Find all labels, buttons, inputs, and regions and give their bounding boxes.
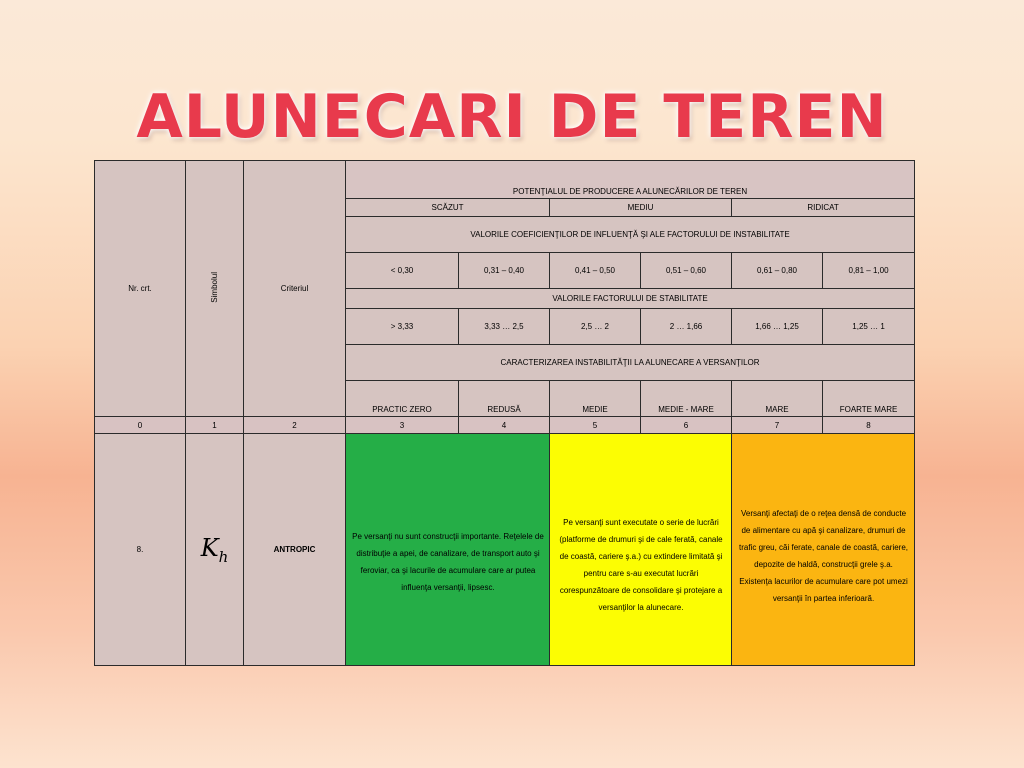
- stability-title: VALORILE FACTORULUI DE STABILITATE: [346, 289, 915, 309]
- character-value: FOARTE MARE: [823, 381, 915, 417]
- column-number: 5: [550, 417, 641, 434]
- character-value: MARE: [732, 381, 823, 417]
- header-potential-title: POTENŢIALUL DE PRODUCERE A ALUNECĂRILOR DE TEREN: [346, 161, 915, 199]
- stability-value: > 3,33: [346, 309, 459, 345]
- influence-value: 0,51 – 0,60: [641, 253, 732, 289]
- column-number: 0: [95, 417, 186, 434]
- influence-value: 0,41 – 0,50: [550, 253, 641, 289]
- row-criterion: ANTROPIC: [244, 434, 346, 666]
- character-value: PRACTIC ZERO: [346, 381, 459, 417]
- symbol-k: K: [200, 533, 219, 562]
- header-simbol-label: Simbolul: [210, 272, 219, 303]
- page-title: ALUNECARI DE TEREN: [136, 82, 888, 152]
- header-nr-crt: Nr. crt.: [95, 161, 186, 417]
- character-value: MEDIE - MARE: [641, 381, 732, 417]
- header-criteriu: Criteriul: [244, 161, 346, 417]
- level-medium: MEDIU: [550, 199, 732, 217]
- stability-value: 3,33 … 2,5: [459, 309, 550, 345]
- landslide-potential-table: [94, 160, 915, 666]
- level-high: RIDICAT: [732, 199, 915, 217]
- column-number: 6: [641, 417, 732, 434]
- stability-value: 2 … 1,66: [641, 309, 732, 345]
- row-number: 8.: [95, 434, 186, 666]
- influence-value: 0,81 – 1,00: [823, 253, 915, 289]
- stability-value: 1,25 … 1: [823, 309, 915, 345]
- cell-medium-potential: Pe versanţi sunt executate o serie de lucrări (platforme de drumuri şi de cale ferată, canale de coastă, cariere ş.a.) cu extindere limitată şi pentru care s-au executat lucrări corespunzătoare de consolidare şi protejare a versanţilor la alunecare.: [550, 434, 732, 666]
- character-value: REDUSĂ: [459, 381, 550, 417]
- influence-title: VALORILE COEFICIENŢILOR DE INFLUENŢĂ ŞI ALE FACTORULUI DE INSTABILITATE: [346, 217, 915, 253]
- symbol-h: h: [218, 547, 229, 566]
- header-simbol: [186, 161, 244, 417]
- cell-low-potential: Pe versanţi nu sunt construcţii importante. Reţelele de distribuţie a apei, de canalizare, de transport auto şi feroviar, ca şi lacurile de acumulare care ar putea influenţa versanţii, lipsesc.: [346, 434, 550, 666]
- stability-value: 2,5 … 2: [550, 309, 641, 345]
- influence-value: 0,31 – 0,40: [459, 253, 550, 289]
- column-number: 3: [346, 417, 459, 434]
- column-number: 1: [186, 417, 244, 434]
- level-low: SCĂZUT: [346, 199, 550, 217]
- stability-value: 1,66 … 1,25: [732, 309, 823, 345]
- column-number: 7: [732, 417, 823, 434]
- column-number: 4: [459, 417, 550, 434]
- influence-value: < 0,30: [346, 253, 459, 289]
- influence-value: 0,61 – 0,80: [732, 253, 823, 289]
- column-number: 2: [244, 417, 346, 434]
- character-title: CARACTERIZAREA INSTABILITĂŢII LA ALUNECARE A VERSANŢILOR: [346, 345, 915, 381]
- column-number: 8: [823, 417, 915, 434]
- cell-high-potential: Versanţi afectaţi de o reţea densă de conducte de alimentare cu apă şi canalizare, drumuri de trafic greu, căi ferate, canale de coastă, cariere, depozite de haldă, construcţii grele ş.a. Existenţa lacurilor de acumulare care pot umezi versanţii în partea inferioară.: [732, 434, 915, 666]
- row-symbol: [186, 434, 244, 666]
- character-value: MEDIE: [550, 381, 641, 417]
